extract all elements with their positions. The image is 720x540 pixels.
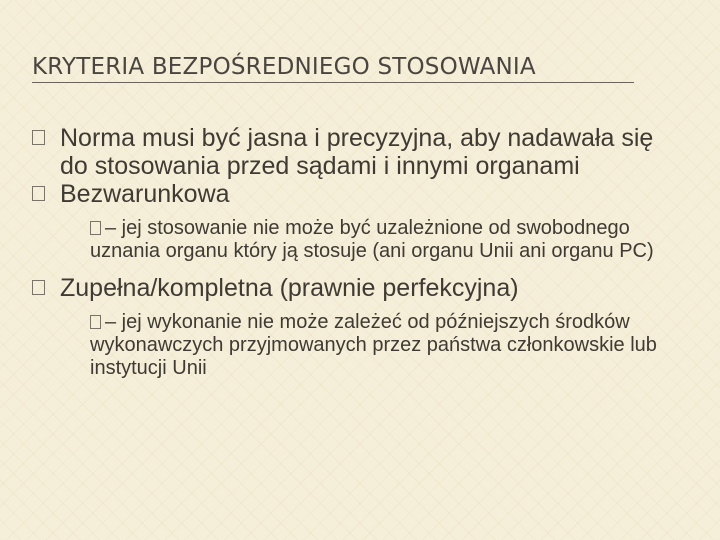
checkbox-bullet-icon [32, 130, 45, 145]
checkbox-bullet-icon [90, 221, 101, 235]
checkbox-bullet-icon [90, 315, 101, 329]
title-underline [32, 82, 634, 83]
slide-body [32, 124, 672, 380]
bullet-zupelna [32, 274, 672, 302]
sub-bullet-text: – jej wykonanie nie może zależeć od późniejszych środków wykonawczych przyjmowanych przez państwa członkowskie lub instytucji Unii [90, 311, 657, 379]
slide-title: KRYTERIA BEZPOŚREDNIEGO STOSOWANIA [32, 54, 536, 80]
checkbox-bullet-icon [32, 186, 45, 201]
sub-bullet-bezwarunkowa [90, 217, 672, 263]
bullet-text: Norma musi być jasna i precyzyjna, aby nadawała się do stosowania przed sądami i innymi organami [60, 124, 654, 180]
bullet-text: Bezwarunkowa [60, 180, 230, 208]
checkbox-bullet-icon [32, 280, 45, 295]
sub-bullet-zupelna [90, 311, 672, 380]
sub-bullet-text: – jej stosowanie nie może być uzależnione od swobodnego uznania organu który ją stosuje (ani organu Unii ani organu PC) [90, 217, 654, 262]
bullet-bezwarunkowa [32, 180, 672, 208]
bullet-text: Zupełna/kompletna (prawnie perfekcyjna) [60, 274, 519, 302]
bullet-norma [32, 124, 672, 180]
